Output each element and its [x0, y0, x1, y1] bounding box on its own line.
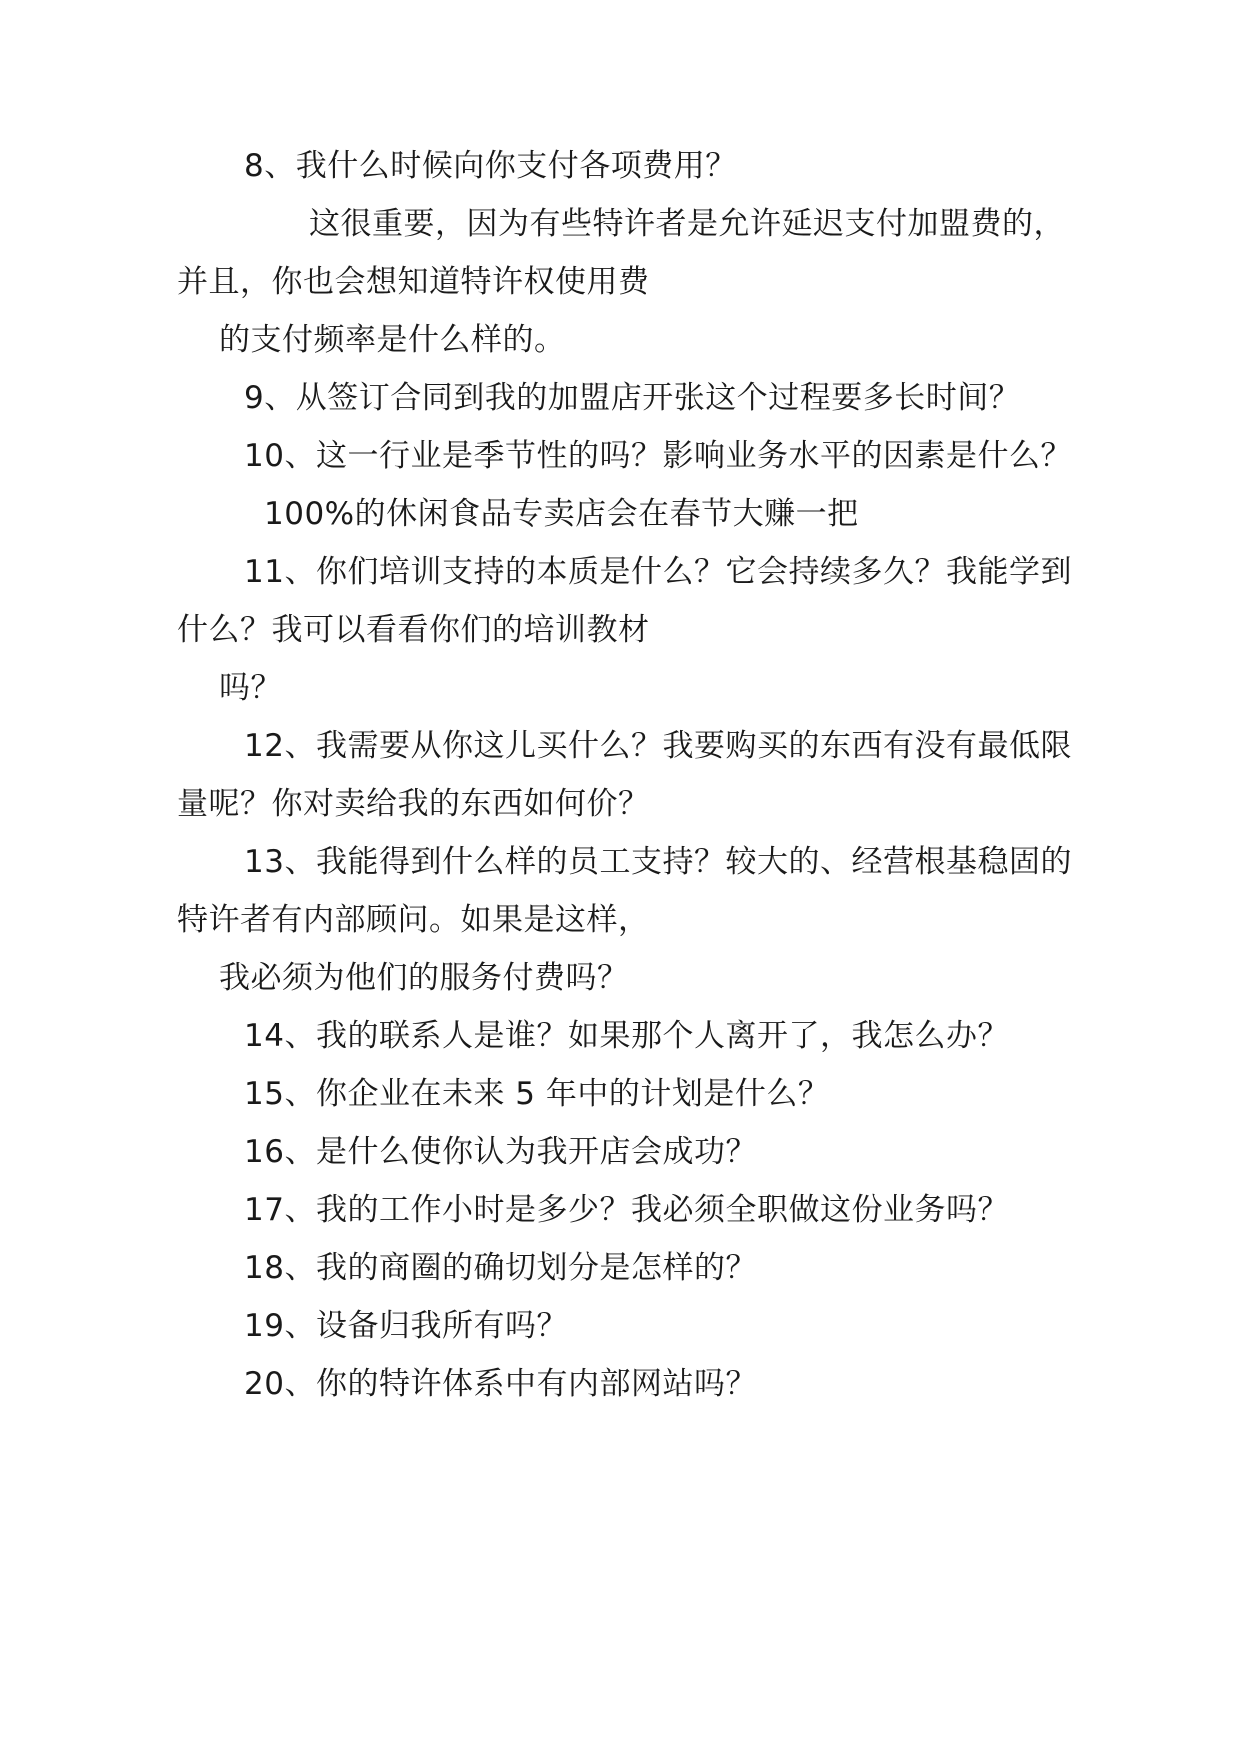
- answer-8-line-1: 这很重要，因为有些特许者是允许延迟支付加盟费的，: [309, 206, 1065, 242]
- question-14: 14、我的联系人是谁？如果那个人离开了，我怎么办？: [244, 1018, 1009, 1054]
- question-10: 10、这一行业是季节性的吗？影响业务水平的因素是什么？: [244, 438, 1072, 474]
- question-11-line-3: 吗？: [219, 670, 282, 706]
- question-9: 9、从签订合同到我的加盟店开张这个过程要多长时间？: [244, 380, 1021, 416]
- question-13-line-2: 特许者有内部顾问。如果是这样，: [177, 902, 650, 938]
- question-16: 16、是什么使你认为我开店会成功？: [244, 1134, 757, 1170]
- question-19: 19、设备归我所有吗？: [244, 1308, 568, 1344]
- answer-8-line-2: 并且，你也会想知道特许权使用费: [177, 264, 650, 300]
- answer-8-line-3: 的支付频率是什么样的。: [219, 322, 566, 358]
- question-20: 20、你的特许体系中有内部网站吗？: [244, 1366, 757, 1402]
- answer-10: 100%的休闲食品专卖店会在春节大赚一把: [264, 496, 859, 532]
- question-11-line-2: 什么？我可以看看你们的培训教材: [177, 612, 650, 648]
- question-13-line-3: 我必须为他们的服务付费吗？: [219, 960, 629, 996]
- question-11-line-1: 11、你们培训支持的本质是什么？它会持续多久？我能学到: [244, 554, 1072, 590]
- question-8: 8、我什么时候向你支付各项费用？: [244, 148, 737, 184]
- question-18: 18、我的商圈的确切划分是怎样的？: [244, 1250, 757, 1286]
- question-13-line-1: 13、我能得到什么样的员工支持？较大的、经营根基稳固的: [244, 844, 1072, 880]
- question-12-line-2: 量呢？你对卖给我的东西如何价？: [177, 786, 650, 822]
- question-12-line-1: 12、我需要从你这儿买什么？我要购买的东西有没有最低限: [244, 728, 1072, 764]
- question-15: 15、你企业在未来 5 年中的计划是什么？: [244, 1076, 830, 1112]
- question-17: 17、我的工作小时是多少？我必须全职做这份业务吗？: [244, 1192, 1009, 1228]
